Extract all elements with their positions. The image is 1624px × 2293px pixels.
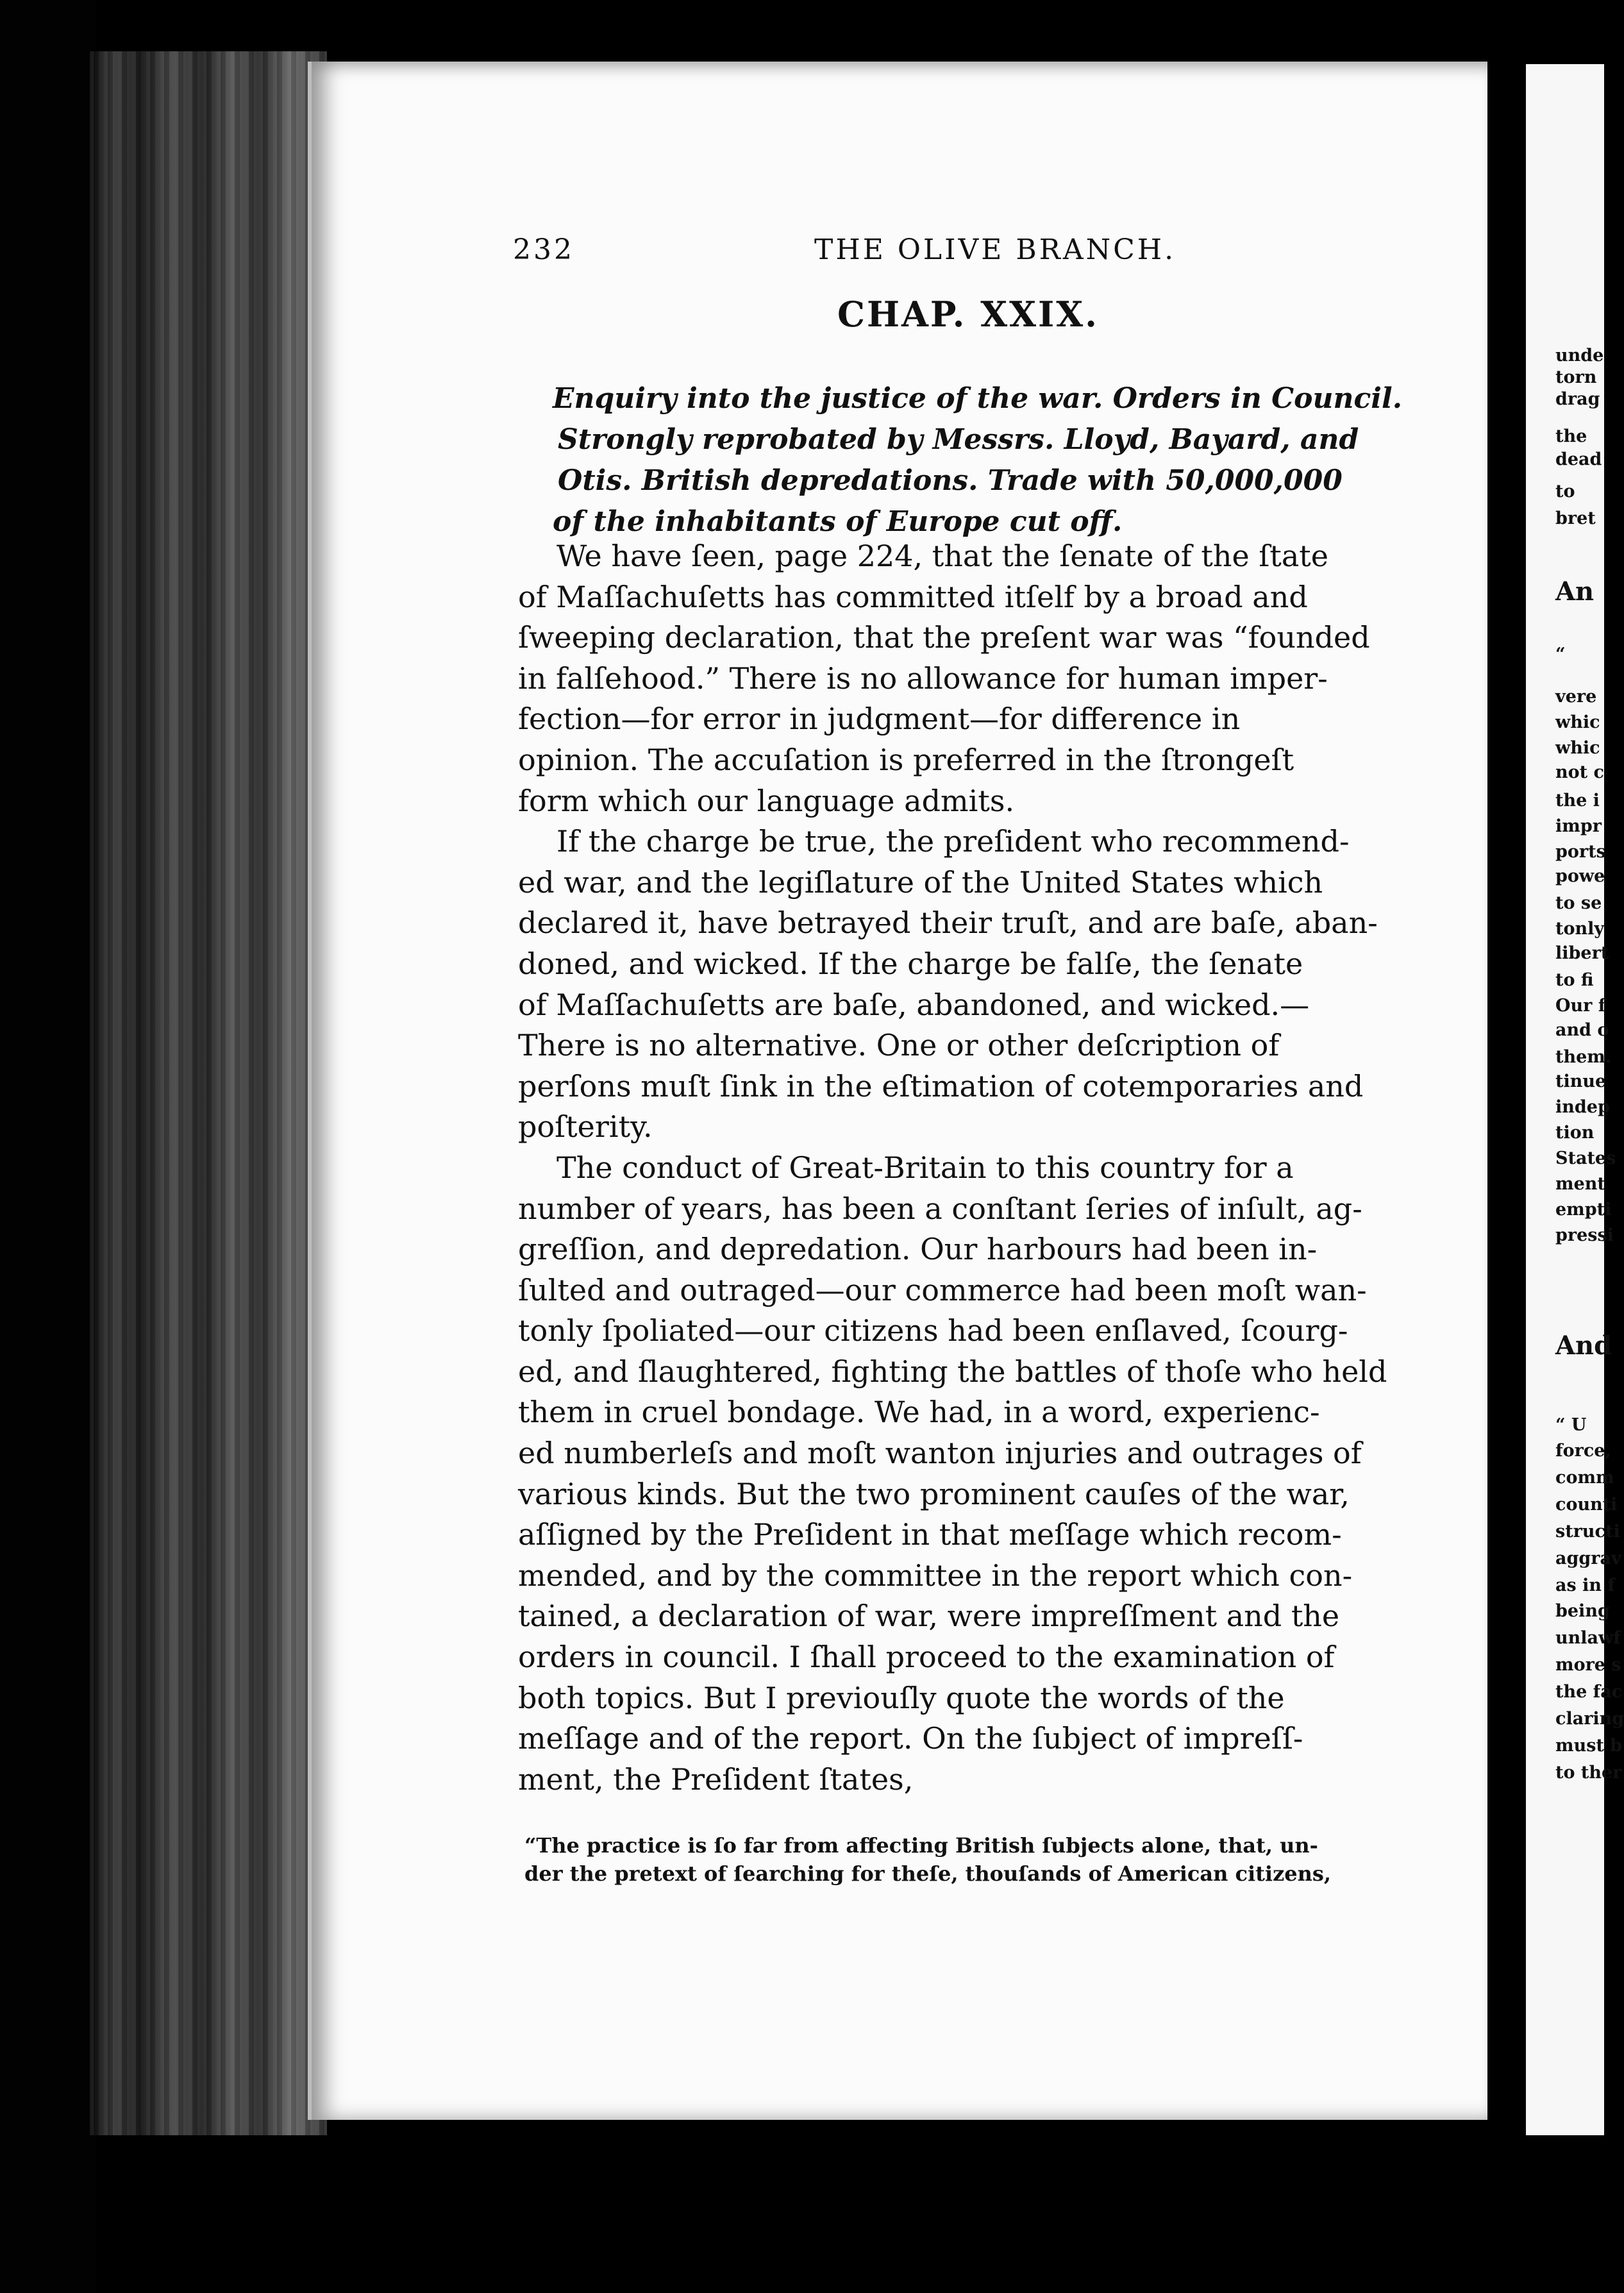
chapter-title: CHAP. XXIX. — [837, 294, 1099, 335]
footnote — [524, 1831, 1448, 1888]
footnote-line: “The practice is ſo far from affecting British ſubjects alone, that, un- — [524, 1833, 1318, 1858]
body-line: tonly ſpoliated—our citizens had been enſlaved, ſcourg- — [518, 1313, 1348, 1348]
facing-page-fragment: tinue — [1555, 1071, 1607, 1091]
body-line: aſſigned by the Preſident in that meſſage which recom- — [518, 1517, 1342, 1552]
body-line: number of years, has been a conſtant ſeries of inſult, ag- — [518, 1191, 1362, 1226]
body-line: greſſion, and depredation. Our harbours had been in- — [518, 1232, 1318, 1267]
facing-page-fragment: bret — [1555, 508, 1596, 528]
body-line: There is no alternative. One or other deſcription of — [518, 1028, 1280, 1063]
body-line: both topics. But I previouſly quote the words of the — [518, 1680, 1285, 1715]
facing-page-fragment: the — [1555, 426, 1587, 446]
page-edge-texture — [90, 51, 327, 2135]
facing-page-fragment: to ther — [1555, 1763, 1622, 1783]
body-line: tained, a declaration of war, were impreſſment and the — [518, 1599, 1340, 1634]
body-line: meſſage and of the report. On the ſubject of impreſſ- — [518, 1721, 1303, 1756]
body-line: We have ſeen, page 224, that the ſenate of the ſtate — [557, 539, 1328, 573]
facing-page-fragment: as in f — [1555, 1575, 1615, 1595]
facing-page-fragment: to — [1555, 482, 1575, 501]
facing-page-fragment: libert — [1555, 943, 1609, 963]
body-line: declared it, have betrayed their truſt, and are baſe, aban- — [518, 905, 1378, 941]
facing-page-fragment: tonly — [1555, 919, 1605, 939]
body-line: of Maſſachuſetts are baſe, abandoned, and wicked.— — [518, 987, 1310, 1022]
facing-page-fragment: ports — [1555, 842, 1606, 862]
book-page-edges — [90, 51, 327, 2135]
facing-page-fragment: drag — [1555, 389, 1600, 409]
body-line: various kinds. But the two prominent cauſes of the war, — [518, 1476, 1350, 1511]
facing-page-fragment: empti — [1555, 1200, 1612, 1220]
chapter-summary — [553, 378, 1425, 542]
facing-page-fragment: aggrav — [1555, 1549, 1621, 1568]
facing-page-fragment: counti — [1555, 1495, 1618, 1515]
facing-page-fragment: must b — [1555, 1736, 1623, 1756]
facing-page-fragment: the i — [1555, 791, 1600, 811]
body-line: The conduct of Great-Britain to this country for a — [557, 1150, 1294, 1185]
body-line: perſons muſt ſink in the eſtimation of cotemporaries and — [518, 1068, 1364, 1104]
facing-page-fragment: and o — [1555, 1020, 1609, 1040]
facing-page-fragment: dead — [1555, 449, 1602, 469]
facing-page-fragment: ment — [1555, 1174, 1605, 1194]
body-line: in falſehood.” There is no allowance for human imper- — [518, 660, 1328, 696]
facing-page-fragment: tion — [1555, 1123, 1595, 1143]
facing-page-fragment: structi — [1555, 1522, 1620, 1541]
facing-page-fragment: whic — [1555, 738, 1600, 758]
book-gutter — [1487, 0, 1526, 2293]
body-line: fection—for error in judgment—for difference in — [518, 701, 1241, 737]
facing-page-fragment: not c — [1555, 762, 1604, 782]
facing-page-fragment: them. — [1555, 1047, 1612, 1067]
facing-page-fragment: being — [1555, 1601, 1610, 1621]
facing-page-fragment: “ U — [1555, 1415, 1587, 1435]
facing-page-fragment: comm — [1555, 1468, 1614, 1488]
facing-page-fragment: “ — [1555, 644, 1566, 664]
facing-page-fragment: States — [1555, 1148, 1616, 1168]
facing-page-fragment: unlawf — [1555, 1628, 1621, 1648]
facing-page — [1526, 64, 1624, 2135]
body-line: poſterity. — [518, 1109, 653, 1145]
summary-line: of the inhabitants of Europe cut off. — [553, 505, 1123, 538]
body-line: mended, and by the committee in the report which con- — [518, 1558, 1353, 1593]
page-number: 232 — [513, 233, 574, 266]
body-line: If the charge be true, the preſident who recommend- — [557, 824, 1350, 859]
facing-page-fragment: to fi — [1555, 970, 1594, 990]
body-line: ed numberleſs and moſt wanton injuries and outrages of — [518, 1436, 1362, 1471]
body-line: them in cruel bondage. We had, in a word, experienc- — [518, 1395, 1320, 1430]
body-line: form which our language admits. — [518, 783, 1015, 818]
footnote-line: der the pretext of ſearching for theſe, thouſands of American citizens, — [524, 1861, 1332, 1886]
body-line: ed war, and the legiſlature of the United States which — [518, 864, 1323, 900]
facing-page-fragment: to se — [1555, 893, 1602, 913]
summary-line: Enquiry into the justice of the war. Orders in Council. — [553, 382, 1403, 415]
facing-page-fragment: And — [1555, 1331, 1612, 1361]
summary-line: Otis. British depredations. Trade with 50,000,000 — [558, 464, 1343, 497]
summary-line: Strongly reprobated by Messrs. Lloyd, Bayard, and — [558, 423, 1359, 456]
facing-page-fragment: torn — [1555, 367, 1597, 387]
body-line: ſweeping declaration, that the preſent war was “founded — [518, 620, 1370, 655]
facing-page-fragment: An — [1555, 576, 1595, 607]
facing-page-fragment: the fac — [1555, 1682, 1623, 1702]
facing-page-fragment: powe — [1555, 866, 1605, 886]
facing-page-fragment: vere — [1555, 687, 1597, 707]
body-line: ſulted and outraged—our commerce had been moſt wan- — [518, 1272, 1367, 1307]
body-line: ed, and ſlaughtered, fighting the battles of thoſe who held — [518, 1354, 1387, 1389]
facing-page-fragment: whic — [1555, 712, 1600, 732]
body-text — [518, 536, 1435, 1800]
facing-page-fragment: unde — [1555, 346, 1604, 365]
body-line: opinion. The accuſation is preferred in the ſtrongeſt — [518, 742, 1294, 777]
facing-page-fragment: Our f — [1555, 996, 1606, 1016]
body-line: ment, the Preſident ſtates, — [518, 1761, 914, 1797]
body-line: orders in council. I ſhall proceed to the examination of — [518, 1640, 1335, 1675]
facing-page-fragment: indep — [1555, 1097, 1610, 1117]
facing-page-fragment: pressi — [1555, 1225, 1614, 1245]
facing-page-fragment: claring — [1555, 1709, 1624, 1729]
facing-page-fragment: more s — [1555, 1655, 1621, 1675]
body-line: of Maſſachuſetts has committed itſelf by a broad and — [518, 579, 1308, 614]
scan-background — [0, 0, 96, 2293]
facing-page-fragment: force, — [1555, 1441, 1611, 1461]
running-title: THE OLIVE BRANCH. — [814, 233, 1176, 266]
body-line: doned, and wicked. If the charge be falſe, the ſenate — [518, 946, 1303, 981]
facing-page-fragment: impr — [1555, 816, 1602, 836]
